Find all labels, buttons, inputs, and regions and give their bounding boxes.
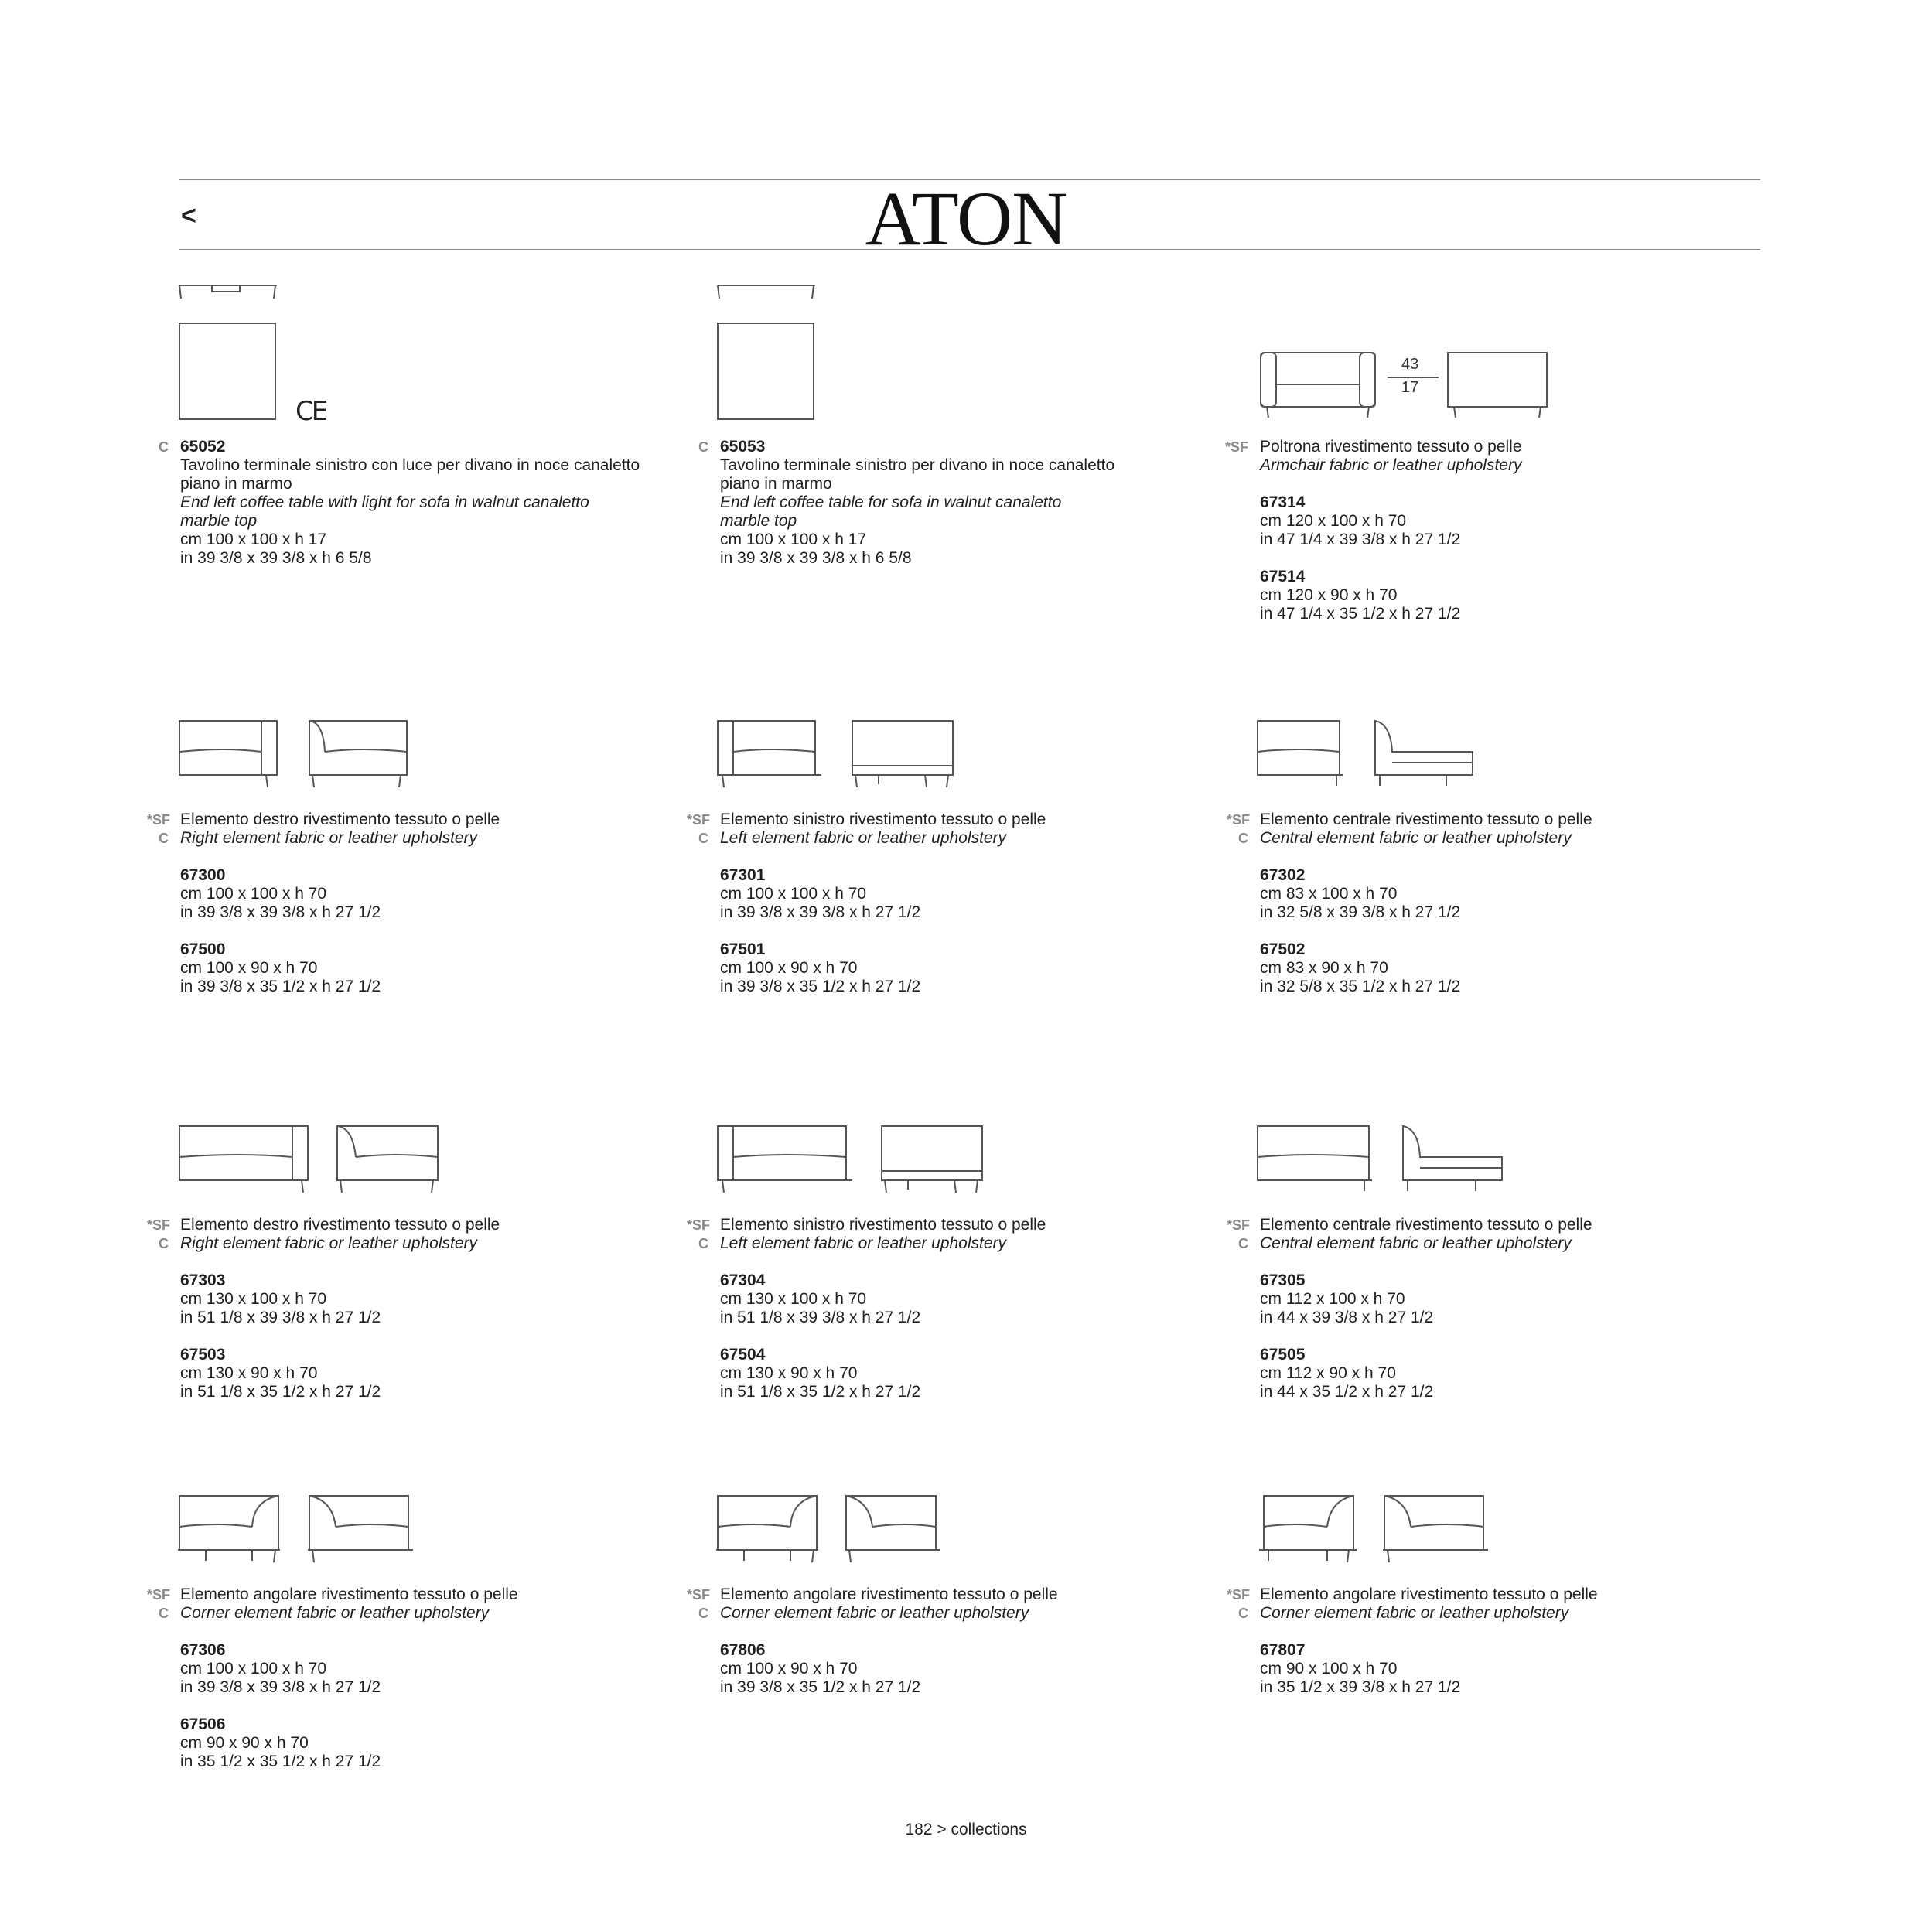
- description-it: piano in marmo: [180, 475, 292, 493]
- product-code: 67503: [180, 1346, 226, 1364]
- product-code: 67304: [720, 1272, 766, 1289]
- description-en: Central element fabric or leather upholstery: [1260, 1234, 1572, 1252]
- quality-mark: C: [159, 1236, 169, 1251]
- description-it: piano in marmo: [720, 475, 832, 493]
- quality-mark: *SF: [146, 1217, 170, 1233]
- description-en: Right element fabric or leather upholstery: [180, 829, 478, 847]
- size-in: in 44 x 39 3/8 x h 27 1/2: [1260, 1309, 1434, 1326]
- description-en: Corner element fabric or leather upholstery: [180, 1604, 490, 1622]
- product-code: 67506: [180, 1715, 226, 1733]
- size-in: in 35 1/2 x 39 3/8 x h 27 1/2: [1260, 1678, 1461, 1696]
- size-cm: cm 130 x 100 x h 70: [720, 1290, 867, 1308]
- quality-mark: *SF: [1224, 439, 1248, 455]
- size-cm: cm 100 x 100 x h 70: [180, 885, 327, 903]
- quality-mark: *SF: [146, 1587, 170, 1603]
- description-it: Elemento angolare rivestimento tessuto o pelle: [1260, 1586, 1598, 1603]
- central-element-67302-drawing: [1256, 719, 1496, 794]
- description-en: Left element fabric or leather upholstery: [720, 1234, 1007, 1252]
- item-65053: [720, 438, 1114, 568]
- page-title: ATON: [865, 176, 1067, 261]
- quality-mark: C: [1238, 1236, 1248, 1251]
- product-code: 67302: [1260, 866, 1306, 884]
- product-code: 67500: [180, 940, 226, 958]
- quality-mark: C: [1238, 1606, 1248, 1621]
- corner-element-67306-drawing: [178, 1494, 418, 1568]
- quality-mark: *SF: [686, 812, 710, 828]
- right-element-67303-drawing: [178, 1125, 449, 1199]
- size-cm: cm 100 x 90 x h 70: [720, 959, 858, 977]
- size-cm: cm 130 x 90 x h 70: [720, 1364, 858, 1382]
- product-code: 67305: [1260, 1272, 1306, 1289]
- quality-mark: *SF: [1226, 812, 1250, 828]
- item-left-element-130: [720, 1216, 1046, 1401]
- description-en: Right element fabric or leather upholstery: [180, 1234, 478, 1252]
- quality-mark: C: [159, 1606, 169, 1621]
- description-it: Poltrona rivestimento tessuto o pelle: [1260, 438, 1522, 456]
- size-cm: cm 90 x 90 x h 70: [180, 1734, 309, 1752]
- size-cm: cm 90 x 100 x h 70: [1260, 1660, 1398, 1678]
- dim-top: 43: [1401, 356, 1419, 373]
- description-en: Left element fabric or leather upholstery: [720, 829, 1007, 847]
- product-code: 67300: [180, 866, 226, 884]
- description-en: End left coffee table for sofa in walnut canaletto: [720, 493, 1062, 511]
- item-right-element: [180, 811, 500, 996]
- description-en: marble top: [180, 512, 258, 530]
- size-in: in 39 3/8 x 39 3/8 x h 27 1/2: [180, 1678, 381, 1696]
- size-in: in 51 1/8 x 35 1/2 x h 27 1/2: [180, 1383, 381, 1401]
- product-code: 67501: [720, 940, 766, 958]
- size-in: in 47 1/4 x 39 3/8 x h 27 1/2: [1260, 531, 1461, 548]
- coffee-table-65053-drawing: [716, 282, 824, 421]
- product-code: 67314: [1260, 493, 1306, 511]
- size-cm: cm 100 x 100 x h 70: [720, 885, 867, 903]
- size-cm: cm 100 x 90 x h 70: [180, 959, 318, 977]
- product-code: 67514: [1260, 568, 1306, 585]
- central-element-67305-drawing: [1256, 1125, 1527, 1199]
- size-cm: cm 130 x 100 x h 70: [180, 1290, 327, 1308]
- description-en: End left coffee table with light for sofa in walnut canaletto: [180, 493, 589, 511]
- product-code: 65053: [720, 438, 766, 456]
- description-it: Elemento destro rivestimento tessuto o pelle: [180, 1216, 500, 1234]
- quality-mark: *SF: [686, 1217, 710, 1233]
- quality-mark: C: [698, 1606, 708, 1621]
- size-in: in 39 3/8 x 39 3/8 x h 27 1/2: [180, 903, 381, 921]
- size-in: in 39 3/8 x 35 1/2 x h 27 1/2: [720, 1678, 921, 1696]
- quality-mark: C: [698, 439, 708, 455]
- size-in: in 39 3/8 x 35 1/2 x h 27 1/2: [720, 978, 921, 995]
- coffee-table-65052-drawing: [178, 282, 286, 421]
- product-code: 67303: [180, 1272, 226, 1289]
- quality-mark: C: [159, 831, 169, 846]
- size-in: in 32 5/8 x 39 3/8 x h 27 1/2: [1260, 903, 1461, 921]
- size-cm: cm 120 x 100 x h 70: [1260, 512, 1407, 530]
- item-corner-element-67806: [720, 1586, 1058, 1697]
- right-element-67300-drawing: [178, 719, 418, 794]
- quality-mark: *SF: [1226, 1217, 1250, 1233]
- size-in: in 51 1/8 x 39 3/8 x h 27 1/2: [720, 1309, 921, 1326]
- description-en: Armchair fabric or leather upholstery: [1260, 456, 1522, 474]
- description-it: Elemento angolare rivestimento tessuto o pelle: [180, 1586, 518, 1603]
- description-it: Elemento centrale rivestimento tessuto o pelle: [1260, 811, 1592, 828]
- description-it: Elemento sinistro rivestimento tessuto o pelle: [720, 811, 1046, 828]
- dim-bottom: 17: [1401, 379, 1419, 396]
- description-en: Corner element fabric or leather upholstery: [1260, 1604, 1569, 1622]
- size-cm: cm 100 x 100 x h 70: [180, 1660, 327, 1678]
- product-code: 67306: [180, 1641, 226, 1659]
- size-in: in 35 1/2 x 35 1/2 x h 27 1/2: [180, 1753, 381, 1770]
- corner-element-67807-drawing: [1256, 1494, 1496, 1568]
- product-code: 65052: [180, 438, 226, 456]
- size-in: in 51 1/8 x 39 3/8 x h 27 1/2: [180, 1309, 381, 1326]
- quality-mark: C: [698, 1236, 708, 1251]
- quality-mark: C: [698, 831, 708, 846]
- item-corner-element-67807: [1260, 1586, 1598, 1697]
- description-en: Central element fabric or leather upholstery: [1260, 829, 1572, 847]
- quality-mark: C: [1238, 831, 1248, 846]
- left-element-67304-drawing: [716, 1125, 987, 1199]
- description-en: marble top: [720, 512, 797, 530]
- item-corner-element: [180, 1586, 518, 1771]
- size-cm: cm 100 x 100 x h 17: [720, 531, 867, 548]
- size-in: in 32 5/8 x 35 1/2 x h 27 1/2: [1260, 978, 1461, 995]
- size-cm: cm 130 x 90 x h 70: [180, 1364, 318, 1382]
- corner-element-67806-drawing: [716, 1494, 956, 1568]
- size-in: in 39 3/8 x 39 3/8 x h 6 5/8: [720, 549, 912, 567]
- quality-mark: C: [159, 439, 169, 455]
- product-code: 67504: [720, 1346, 766, 1364]
- description-it: Elemento sinistro rivestimento tessuto o pelle: [720, 1216, 1046, 1234]
- size-cm: cm 100 x 90 x h 70: [720, 1660, 858, 1678]
- description-it: Elemento centrale rivestimento tessuto o pelle: [1260, 1216, 1592, 1234]
- item-central-element-112: [1260, 1216, 1592, 1401]
- description-it: Elemento destro rivestimento tessuto o pelle: [180, 811, 500, 828]
- ce-mark: CE: [295, 396, 326, 427]
- size-in: in 39 3/8 x 39 3/8 x h 27 1/2: [720, 903, 921, 921]
- description-it: Tavolino terminale sinistro per divano in noce canaletto: [720, 456, 1115, 474]
- size-cm: cm 120 x 90 x h 70: [1260, 586, 1398, 604]
- back-button[interactable]: <: [181, 201, 196, 230]
- product-code: 67301: [720, 866, 766, 884]
- size-in: in 47 1/4 x 35 1/2 x h 27 1/2: [1260, 605, 1461, 623]
- quality-mark: *SF: [686, 1587, 710, 1603]
- size-in: in 51 1/8 x 35 1/2 x h 27 1/2: [720, 1383, 921, 1401]
- size-in: in 44 x 35 1/2 x h 27 1/2: [1260, 1383, 1434, 1401]
- left-element-67301-drawing: [716, 719, 956, 794]
- description-it: Elemento angolare rivestimento tessuto o pelle: [720, 1586, 1058, 1603]
- size-cm: cm 112 x 90 x h 70: [1260, 1364, 1396, 1382]
- description-it: Tavolino terminale sinistro con luce per divano in noce canaletto: [180, 456, 640, 474]
- item-central-element: [1260, 811, 1592, 996]
- product-code: 67505: [1260, 1346, 1306, 1364]
- size-cm: cm 83 x 90 x h 70: [1260, 959, 1388, 977]
- product-code: 67807: [1260, 1641, 1306, 1659]
- quality-mark: *SF: [146, 812, 170, 828]
- product-code: 67502: [1260, 940, 1306, 958]
- size-in: in 39 3/8 x 35 1/2 x h 27 1/2: [180, 978, 381, 995]
- item-65052: [180, 438, 640, 568]
- item-left-element: [720, 811, 1046, 996]
- product-code: 67806: [720, 1641, 766, 1659]
- item-armchair: [1260, 438, 1522, 623]
- description-en: Corner element fabric or leather upholstery: [720, 1604, 1029, 1622]
- size-in: in 39 3/8 x 39 3/8 x h 6 5/8: [180, 549, 372, 567]
- item-right-element-130: [180, 1216, 500, 1401]
- quality-mark: *SF: [1226, 1587, 1250, 1603]
- page-footer: 182 > collections: [905, 1821, 1027, 1838]
- size-cm: cm 112 x 100 x h 70: [1260, 1290, 1405, 1308]
- size-cm: cm 83 x 100 x h 70: [1260, 885, 1398, 903]
- size-cm: cm 100 x 100 x h 17: [180, 531, 327, 548]
